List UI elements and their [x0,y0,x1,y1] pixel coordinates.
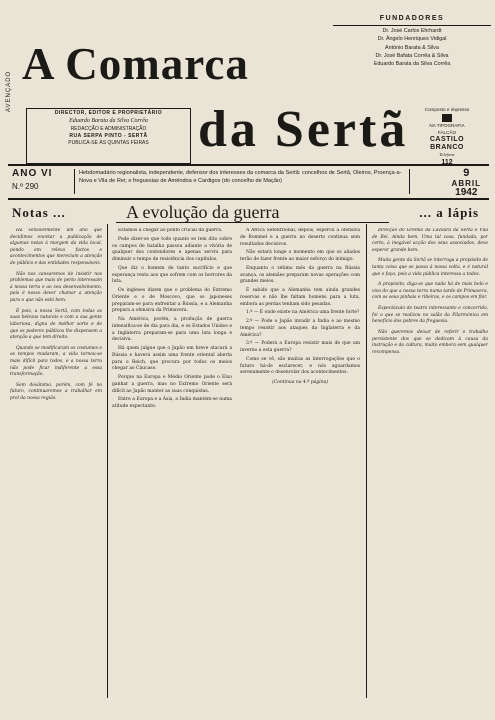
paragraph: A propósito, diga-se que nada há de mais belo e vivo do que a nossa terra numa tarde de Primavera, com os seus pinhais e ribeiras, e os campos em flor. [372,282,488,301]
paragraph: 2.º — Pode o Japão invadir a Índia e ao mesmo tempo resistir aos ataques da Inglaterra e da América? [240,319,360,338]
column-divider [366,224,367,698]
title-line-1: A Comarca [22,39,249,89]
column-notas [10,228,102,698]
founder-item: António Barata & Silva [385,44,439,51]
founder-item: Dr. Ângelo Henriques Vidigal [377,36,447,43]
printer-stamp [420,107,474,168]
paragraph: Que diz o homem de tanto sacrifício e que esperança resta aos que sofrem com os horrores da luta. [112,265,232,285]
printer-logo-icon [442,114,452,122]
paragraph: Muita gente da Sertã se interroga a propósito de tanta coisa que se passa à nossa volta, e é natural que o faça, pois a vida pública interessa a todos. [372,258,488,277]
director-name: Eduardo Barata da Silva Corrêa [69,118,148,125]
paragraph: 1.º — É onde existe na América uma frente forte? [246,310,360,316]
continued-note: (Continua na 4.ª página) [271,380,329,385]
paragraph: Há sensivelmente um ano que decidimos encetar a publicação de algumas notas à margem da vida local, pondo em relevo factos e acontecimentos que mereciam a atenção do público e das entidades responsáveis. [10,228,102,267]
stamp-city: CASTILO [429,136,465,144]
info-bar [8,164,489,200]
issue-date [452,168,481,198]
stamp-line: NA TIPOGRAFIA FALCÃO [429,123,465,135]
paragraph: Não nos cansaremos de insistir nos problemas que mais de perto interessam à nossa terra e ao seu desenvolvimento, pois é nosso dever chamar a atenção para o que não está bem. [10,271,102,304]
founder-item: Eduardo Barata da Silva Corrêa [373,61,451,68]
founder-item: Dr. José Bafata Corrêa & Silva [375,52,449,59]
title-line-2: da Sertã [198,101,409,158]
address: RUA SERPA PINTO - SERTÃ [69,133,148,140]
stamp-phone-label: Telefone [439,151,455,157]
paper-description: Hebdomadário regionalista, independente, defensor dos interesses da comarca da Sertã: concelhos de Sertã, Oleiros, Proença-a-Nova e Vila de Rei; e freguesias de Amêndoa e Cardigos (do concelho de Mação) [74,169,410,194]
column-article-2 [240,228,360,698]
column-divider [107,224,108,698]
paragraph: direcção do Grémio da Lavoura da Sertã e Vila de Rei. Ainda bem. Uma tal casa, fundada, por certo, à inegável acção dos seus associados, deve esperar grande bem. [372,228,488,253]
paragraph: Espectáculo de teatro interessante e concorrido, foi o que se realizou no salão da Filarmónica em benefício dos pobres da freguesia. [372,306,488,325]
paragraph: Sem desânimo, porém, com fé no futuro, continuaremos a trabalhar em prol da nossa região. [10,382,102,402]
vertical-note: AVENÇADO [6,70,12,112]
headline-rule [116,222,389,223]
masthead [6,4,489,167]
paragraph: 3.º — Poderá a Europa resistir mais de que um inverno a esta guerra? [240,341,360,353]
publisher-box [26,108,191,164]
founder-item: Dr. José Carlos Ehrhardt [382,27,442,34]
paragraph: Entre a Europa e a Ásia, a Índia mantém-se numa atitude expectante. [112,397,232,409]
paragraph: Enquanto o sétimo mês da guerra na Rússia avança, os alemães preparam novas operações com grandes meios. [240,265,360,285]
paragraph: A África Setentrional, depois, esperou a ofensiva de Rommel e a guerra no deserto continua sem resultados decisivos. [240,228,360,247]
paragraph: Estamos a chegar ao ponto crucial da guerra. [118,228,223,233]
stamp-city: BRANCO [430,143,464,151]
paragraph: Não queremos deixar de referir o trabalho persistente dos que se dedicam à causa da instrução e da cultura, muito embora sem qualquer recompensa. [372,329,488,355]
publishing-schedule: PUBLICA-SE ÀS QUINTAS FEIRAS [68,140,149,147]
section-notas: Notas ... [12,205,66,220]
founders-heading: FUNDADORES [333,14,491,26]
paragraph: Na América, porém, a produção de guerra intensifica-se de dia para dia, e os Estados Unidos e a Inglaterra preparam-se para uma luta longa e decisiva. [112,317,232,343]
section-a-lapis: ... a lápis [419,205,479,220]
founders-block [333,14,491,69]
article-columns [8,224,489,704]
stamp-phone: 112 [441,159,453,167]
redaction-label: REDACÇÃO E ADMINISTRAÇÃO [70,125,147,132]
paragraph: Há quem julgue que o Japão em breve atacará a Rússia e haverá assim uma frente oriental aberta para o Reich, que procura por todos os meios chegar ao Cáucaso. [112,346,232,372]
column-a-lapis [372,228,488,698]
stamp-line: Composto e impresso [424,107,470,112]
paragraph: Os ingleses dizem que o problema do Extremo Oriente e o de Moscovo, que os japoneses preparam-se para enfrentar a Rússia, e a Alemanha prepara a ofensiva da Primavera. [112,288,232,314]
headline: A evolução da guerra [126,202,280,222]
year-volume: ANO VI [12,168,53,179]
date-year: 1942 [455,186,478,198]
issue-number: N.º 290 [12,182,39,191]
section-bands [8,200,489,224]
paragraph: Pode dizer-se que todo quanto se tem dito sobre os campos de batalha passou adiante a vitória de qualquer dos contendores e apenas serviu para diminuir o tempo de resistência dos capítulos. [112,236,232,262]
date-day: 9 [463,167,470,179]
date-month: ABRIL [451,178,481,188]
director-label: DIRECTOR, EDITOR E PROPRIETÁRIO [54,110,163,116]
paragraph: Não estará longe o momento em que os aliados terão de fazer frente ao maior esforço do inimigo. [240,250,360,262]
column-article-1 [112,228,232,698]
paragraph: É sabido que a Alemanha tem ainda grandes reservas e não lhe faltam homens para a luta, embora as perdas tenham sido pesadas. [240,288,360,307]
paragraph: Como se vê, são muitas as interrogações que o futuro há-de esclarecer, e nós aguardamos serenamente o desenrolar dos acontecimentos. [240,356,360,376]
paragraph: Porque na Europa e Médio Oriente pode o Eixo ganhar a guerra, mas no Extremo Oriente será difícil ao Japão manter as suas conquistas. [112,375,232,394]
paragraph: Quando se modificaram os costumes e os tempos mudaram, a vida tornou-se mais difícil para todos, e a nossa terra não pode ficar indiferente a essa transformação. [10,345,102,378]
paragraph: É pois, a nossa Sertã, com todas as suas belezas naturais e com a sua gente laboriosa, digna de melhor sorte e de que os poderes públicos lhe dispensem a atenção a que tem direito. [10,308,102,341]
